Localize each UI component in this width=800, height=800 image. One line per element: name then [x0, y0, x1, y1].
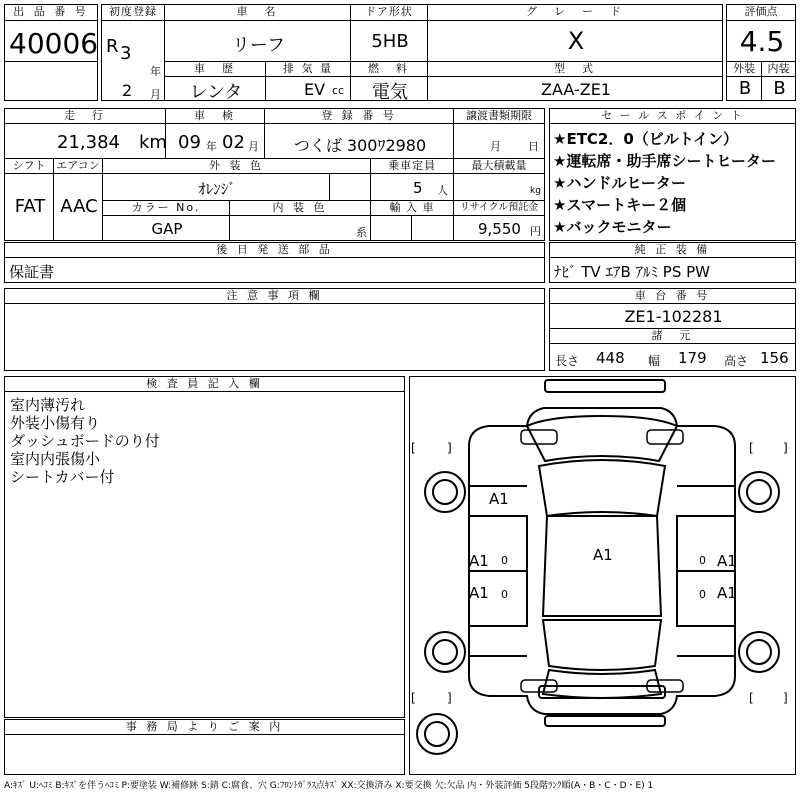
displacement-cell	[265, 76, 351, 101]
inspection-label: 車 検	[165, 108, 265, 124]
parts: 保証書	[9, 263, 55, 281]
int-color-unit: 系	[356, 226, 367, 239]
chassis-no: ZE1-102281	[624, 307, 723, 326]
history-label: 車 歴	[164, 61, 266, 77]
svg-text:]: ]	[447, 441, 452, 455]
era: R	[106, 36, 119, 57]
ac-label: エアコン	[53, 158, 103, 174]
score-label: 評価点	[726, 4, 796, 21]
import-cell-a	[370, 215, 412, 241]
svg-text:]: ]	[783, 441, 788, 455]
score-cell	[726, 20, 796, 62]
inspection-year-unit: 年	[206, 140, 217, 153]
ext-color-label: 外 装 色	[102, 158, 371, 174]
damage-mark: A1	[593, 546, 613, 564]
mileage-cell	[4, 123, 166, 159]
parts-label: 後 日 発 送 部 品	[4, 242, 545, 258]
height: 156	[760, 349, 789, 367]
damage-mark: A1	[717, 552, 737, 570]
tire-mark: 0	[501, 554, 508, 567]
recycle: 9,550	[478, 220, 521, 238]
transfer-cell	[453, 123, 545, 159]
color-no-cell	[102, 215, 230, 241]
int-color-cell	[229, 215, 371, 241]
transfer-label: 譲渡書類期限	[453, 108, 545, 124]
recycle-label: リサイクル預託金	[453, 200, 545, 216]
inspector-note: ダッシュボードのり付	[10, 432, 160, 450]
inspector-label: 検 査 員 記 入 欄	[4, 376, 405, 392]
exterior-cell	[726, 76, 762, 101]
car-damage-diagram	[409, 376, 796, 775]
fuel-label: 燃 料	[350, 61, 428, 77]
displacement: EV	[304, 80, 326, 99]
reg-no-label: 登 録 番 号	[264, 108, 454, 124]
ext-color: ｵﾚﾝｼﾞ	[198, 180, 236, 198]
reg-no: つくば 300ﾜ2980	[293, 136, 427, 155]
tire-mark: 0	[699, 588, 706, 601]
caution-label: 注 意 事 項 欄	[4, 288, 545, 304]
lot-no-cell	[4, 20, 98, 62]
car-name-cell	[164, 20, 351, 62]
sales-point: ★スマートキー２個	[553, 196, 687, 214]
history: レンタ	[189, 82, 243, 103]
parts-cell	[4, 257, 545, 283]
fuel-cell	[350, 76, 428, 101]
dims-cell	[549, 343, 796, 371]
sales-point: ★ETC2．0（ビルトイン）	[553, 130, 739, 148]
sales-label: セ ー ル ス ポ イ ン ト	[549, 108, 796, 124]
model-cell	[427, 76, 723, 101]
reg-year: 3	[120, 43, 132, 64]
capacity: 5	[413, 179, 423, 197]
exterior-score: B	[738, 78, 752, 99]
first-reg-label: 初度登録	[101, 4, 165, 21]
shift-label: シフト	[4, 158, 54, 174]
capacity-cell	[370, 173, 454, 201]
ext-color-sub-cell	[329, 173, 371, 201]
load-unit: kg	[530, 186, 541, 196]
lot-no-label: 出 品 番 号	[4, 4, 98, 21]
sales-point: ★ハンドルヒーター	[553, 174, 686, 192]
import-cell-b	[411, 215, 454, 241]
car-name: リーフ	[231, 35, 286, 56]
score: 4.5	[739, 25, 785, 58]
dims-label: 諸 元	[549, 328, 796, 344]
door-cell	[350, 20, 428, 62]
history-cell	[164, 76, 266, 101]
grade-cell	[427, 20, 723, 62]
width: 179	[678, 349, 707, 367]
sales-point: ★バックモニター	[553, 218, 672, 236]
length-label: 長さ	[555, 354, 580, 368]
chassis-label: 車 台 番 号	[549, 288, 796, 304]
model: ZAA-ZE1	[541, 80, 611, 99]
reg-month: 2	[122, 81, 133, 100]
damage-mark: A1	[717, 584, 737, 602]
mileage-unit: km	[139, 132, 167, 153]
transfer-day-unit: 日	[528, 140, 539, 153]
color-no-label: カラー No.	[102, 200, 230, 216]
int-color-label: 内 装 色	[229, 200, 371, 216]
capacity-label: 乗車定員	[370, 158, 454, 174]
equipment-label: 純 正 装 備	[549, 242, 796, 258]
inspector-note: シートカバー付	[10, 468, 115, 486]
interior-score: B	[773, 78, 786, 99]
inspector-notes	[4, 391, 405, 718]
sales-points	[549, 123, 796, 241]
ac: AAC	[60, 196, 98, 217]
load-label: 最大積載量	[453, 158, 545, 174]
inspection-month-unit: 月	[248, 140, 259, 153]
inspection-year: 09	[178, 132, 201, 153]
office-cell	[4, 734, 405, 775]
color-no: GAP	[151, 220, 183, 238]
interior-label: 内装	[761, 61, 796, 77]
height-label: 高さ	[724, 354, 749, 368]
damage-mark: A1	[469, 552, 489, 570]
width-label: 幅	[648, 354, 661, 368]
svg-text:[: [	[749, 691, 754, 705]
lot-no: 40006	[9, 27, 99, 60]
first-reg-cell	[101, 20, 165, 101]
mileage-label: 走 行	[4, 108, 166, 124]
sales-point: ★運転席・助手席シートヒーター	[553, 152, 776, 170]
interior-cell	[761, 76, 796, 101]
model-label: 型 式	[427, 61, 723, 77]
fuel: 電気	[372, 82, 408, 103]
caution-cell	[4, 303, 545, 371]
chassis-cell	[549, 303, 796, 329]
door-type: 5HB	[371, 31, 409, 52]
equipment-cell	[549, 257, 796, 283]
lot-no-blank	[4, 61, 98, 101]
svg-text:[: [	[749, 441, 754, 455]
displacement-unit: cc	[332, 84, 345, 97]
inspection-month: 02	[222, 132, 245, 153]
year-unit: 年	[150, 65, 161, 78]
inspector-note: 室内内張傷小	[10, 450, 101, 468]
inspector-note: 外装小傷有り	[10, 414, 101, 432]
length: 448	[596, 349, 625, 367]
ext-color-cell	[102, 173, 330, 201]
tire-mark: 0	[501, 588, 508, 601]
damage-mark: A1	[489, 490, 509, 508]
grade-label: グ レ ー ド	[427, 4, 723, 21]
inspection-cell	[165, 123, 265, 159]
reg-no-cell	[264, 123, 454, 159]
ac-cell	[53, 173, 103, 241]
import-label: 輸 入 車	[370, 200, 454, 216]
svg-text:]: ]	[447, 691, 452, 705]
displacement-label: 排 気 量	[265, 61, 351, 77]
month-unit: 月	[150, 88, 161, 101]
capacity-unit: 人	[437, 184, 448, 197]
equipment: ﾅﾋﾞ TV ｴｱB ｱﾙﾐ PS PW	[554, 263, 710, 281]
door-label: ドア形状	[350, 4, 428, 21]
svg-text:]: ]	[783, 691, 788, 705]
svg-text:[: [	[411, 691, 416, 705]
mileage: 21,384	[57, 132, 120, 153]
shift: FAT	[14, 196, 46, 217]
load-cell	[453, 173, 545, 201]
shift-cell	[4, 173, 54, 241]
recycle-unit: 円	[530, 225, 541, 238]
transfer-month-unit: 月	[490, 140, 501, 153]
recycle-cell	[453, 215, 545, 241]
exterior-label: 外装	[726, 61, 762, 77]
tire-mark: 0	[699, 554, 706, 567]
car-name-label: 車 名	[164, 4, 351, 21]
damage-mark: A1	[469, 584, 489, 602]
inspector-note: 室内薄汚れ	[10, 396, 86, 414]
grade: X	[567, 27, 585, 55]
svg-text:[: [	[411, 441, 416, 455]
legend-footer: A:ｷｽﾞ U:ﾍｺﾐ B:ｷｽﾞを伴うﾍｺﾐ P:要塗装 W:補修跡 S:錆 C:腐食、穴 G:ﾌﾛﾝﾄｶﾞﾗｽ点ｷｽﾞ XX:交換済み X:要交換 欠:欠品 内・外装評価 5段階ﾗﾝｸ順(A・B・C・D・E) 1	[4, 781, 654, 791]
office-label: 事 務 局 よ り ご 案 内	[4, 719, 405, 735]
